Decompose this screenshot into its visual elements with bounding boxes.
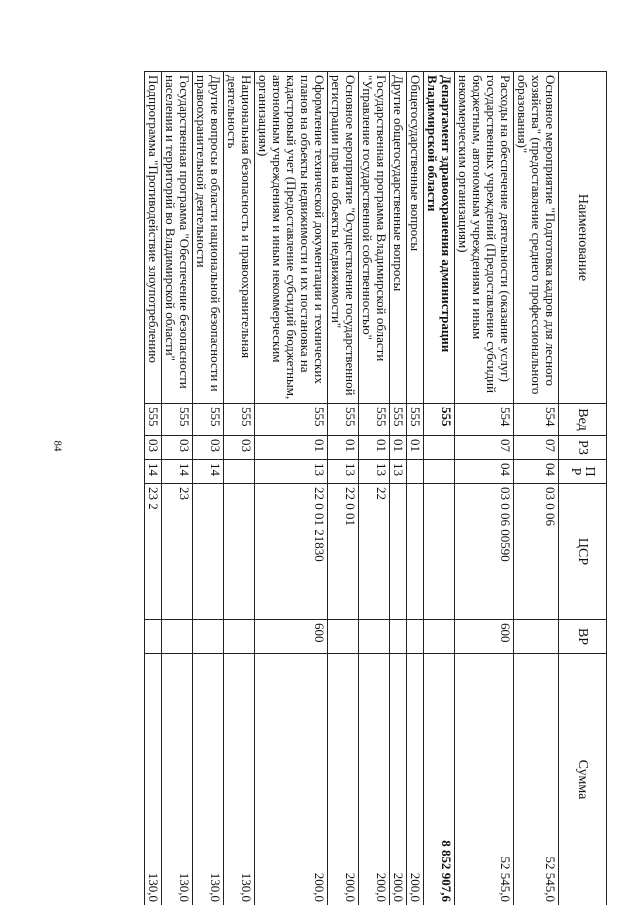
cell-ved: 555 bbox=[145, 404, 162, 436]
table-header-row bbox=[559, 72, 607, 905]
header-rz: РЗ bbox=[559, 436, 607, 460]
cell-name: Основное мероприятие "Осуществление государственной регистрации прав на объекты недвижимости" bbox=[328, 72, 359, 404]
header-csr: ЦСР bbox=[559, 484, 607, 620]
cell-rz: 03 bbox=[162, 436, 193, 460]
cell-csr bbox=[424, 484, 455, 620]
cell-vr bbox=[145, 620, 162, 654]
rotated-table-area bbox=[125, 71, 607, 905]
header-name: Наименование bbox=[559, 72, 607, 404]
cell-sum: 52 545,0 bbox=[514, 654, 559, 905]
budget-table bbox=[144, 71, 607, 905]
cell-pr: 14 bbox=[145, 460, 162, 484]
table-row bbox=[359, 72, 390, 905]
cell-csr: 23 bbox=[162, 484, 193, 620]
cell-pr bbox=[424, 460, 455, 484]
cell-vr bbox=[390, 620, 407, 654]
cell-csr: 23 2 bbox=[145, 484, 162, 620]
cell-ved: 554 bbox=[514, 404, 559, 436]
header-vr: ВР bbox=[559, 620, 607, 654]
cell-ved: 555 bbox=[255, 404, 328, 436]
cell-vr: 600 bbox=[455, 620, 514, 654]
table-row bbox=[455, 72, 514, 905]
cell-sum: 200,0 bbox=[390, 654, 407, 905]
cell-name: Общегосударственные вопросы bbox=[407, 72, 424, 404]
table-row bbox=[145, 72, 162, 905]
cell-rz bbox=[424, 436, 455, 460]
cell-pr: 13 bbox=[359, 460, 390, 484]
cell-rz: 01 bbox=[328, 436, 359, 460]
table-row bbox=[162, 72, 193, 905]
cell-name: Другие общегосударственные вопросы bbox=[390, 72, 407, 404]
cell-pr: 04 bbox=[455, 460, 514, 484]
cell-sum: 52 545,0 bbox=[455, 654, 514, 905]
cell-rz: 01 bbox=[255, 436, 328, 460]
cell-sum: 200,0 bbox=[328, 654, 359, 905]
cell-sum: 130,0 bbox=[145, 654, 162, 905]
cell-rz: 03 bbox=[193, 436, 224, 460]
cell-vr bbox=[359, 620, 390, 654]
table-row bbox=[193, 72, 224, 905]
cell-csr bbox=[193, 484, 224, 620]
cell-name: Государственная программа Владимирской области "Управление государственной собственностью" bbox=[359, 72, 390, 404]
cell-csr: 22 0 01 21830 bbox=[255, 484, 328, 620]
table-row bbox=[224, 72, 255, 905]
cell-rz: 07 bbox=[455, 436, 514, 460]
header-ved: Вед bbox=[559, 404, 607, 436]
cell-ved: 555 bbox=[359, 404, 390, 436]
cell-sum: 200,0 bbox=[407, 654, 424, 905]
cell-name: Подпрограмма "Противодействие злоупотреблению bbox=[145, 72, 162, 404]
cell-name: Другие вопросы в области национальной безопасности и правоохранительной деятельности bbox=[193, 72, 224, 404]
cell-csr: 03 0 06 bbox=[514, 484, 559, 620]
cell-name: Расходы на обеспечение деятельности (оказание услуг) государственных учреждений (Предоставление субсидий бюджетным, автономным учреждениям и иным некоммерческим организациям) bbox=[455, 72, 514, 404]
cell-vr bbox=[407, 620, 424, 654]
cell-sum: 130,0 bbox=[193, 654, 224, 905]
cell-pr bbox=[224, 460, 255, 484]
header-sum: Сумма bbox=[559, 654, 607, 905]
cell-csr bbox=[224, 484, 255, 620]
cell-pr: 14 bbox=[162, 460, 193, 484]
cell-vr: 600 bbox=[255, 620, 328, 654]
cell-rz: 03 bbox=[145, 436, 162, 460]
cell-pr: 14 bbox=[193, 460, 224, 484]
cell-csr: 22 0 01 bbox=[328, 484, 359, 620]
cell-vr bbox=[328, 620, 359, 654]
cell-ved: 555 bbox=[224, 404, 255, 436]
cell-pr: 04 bbox=[514, 460, 559, 484]
cell-sum: 130,0 bbox=[162, 654, 193, 905]
cell-name: Основное мероприятие "Подготовка кадров для лесного хозяйства" (предоставление среднего профессионального образования)" bbox=[514, 72, 559, 404]
header-pr: ПР bbox=[559, 460, 607, 484]
table-row bbox=[407, 72, 424, 905]
cell-vr bbox=[193, 620, 224, 654]
cell-pr: 13 bbox=[390, 460, 407, 484]
cell-rz: 01 bbox=[390, 436, 407, 460]
cell-csr bbox=[407, 484, 424, 620]
cell-pr: 13 bbox=[328, 460, 359, 484]
cell-ved: 555 bbox=[424, 404, 455, 436]
cell-name: Оформление технической документации и технических планов на объекты недвижимости и их постановка на кадастровый учет (Предоставление субсидий бюджетным, автономным учреждениям и иным некоммерческим организациям) bbox=[255, 72, 328, 404]
cell-ved: 555 bbox=[390, 404, 407, 436]
table-row bbox=[390, 72, 407, 905]
table-row bbox=[424, 72, 455, 905]
cell-name: Государственная программа "Обеспечение безопасности населения и территорий во Владимирской области" bbox=[162, 72, 193, 404]
cell-ved: 555 bbox=[193, 404, 224, 436]
cell-ved: 555 bbox=[162, 404, 193, 436]
table-row bbox=[255, 72, 328, 905]
cell-vr bbox=[224, 620, 255, 654]
cell-ved: 554 bbox=[455, 404, 514, 436]
cell-rz: 03 bbox=[224, 436, 255, 460]
cell-sum: 200,0 bbox=[359, 654, 390, 905]
cell-ved: 555 bbox=[328, 404, 359, 436]
cell-rz: 01 bbox=[407, 436, 424, 460]
cell-name: Департамент здравоохранения администрации Владимирской области bbox=[424, 72, 455, 404]
table-body bbox=[145, 72, 559, 905]
cell-csr bbox=[390, 484, 407, 620]
cell-name: Национальная безопасность и правоохранительная деятельность bbox=[224, 72, 255, 404]
cell-csr: 03 0 06 00590 bbox=[455, 484, 514, 620]
cell-sum: 200,0 bbox=[255, 654, 328, 905]
cell-vr bbox=[162, 620, 193, 654]
cell-sum: 8 852 907,6 bbox=[424, 654, 455, 905]
cell-ved: 555 bbox=[407, 404, 424, 436]
cell-vr bbox=[514, 620, 559, 654]
cell-vr bbox=[424, 620, 455, 654]
table-row bbox=[514, 72, 559, 905]
cell-pr bbox=[407, 460, 424, 484]
cell-sum: 130,0 bbox=[224, 654, 255, 905]
cell-csr: 22 bbox=[359, 484, 390, 620]
page-number: 84 bbox=[51, 440, 64, 452]
table-wrapper bbox=[144, 71, 607, 905]
cell-pr: 13 bbox=[255, 460, 328, 484]
cell-rz: 01 bbox=[359, 436, 390, 460]
cell-rz: 07 bbox=[514, 436, 559, 460]
table-row bbox=[328, 72, 359, 905]
